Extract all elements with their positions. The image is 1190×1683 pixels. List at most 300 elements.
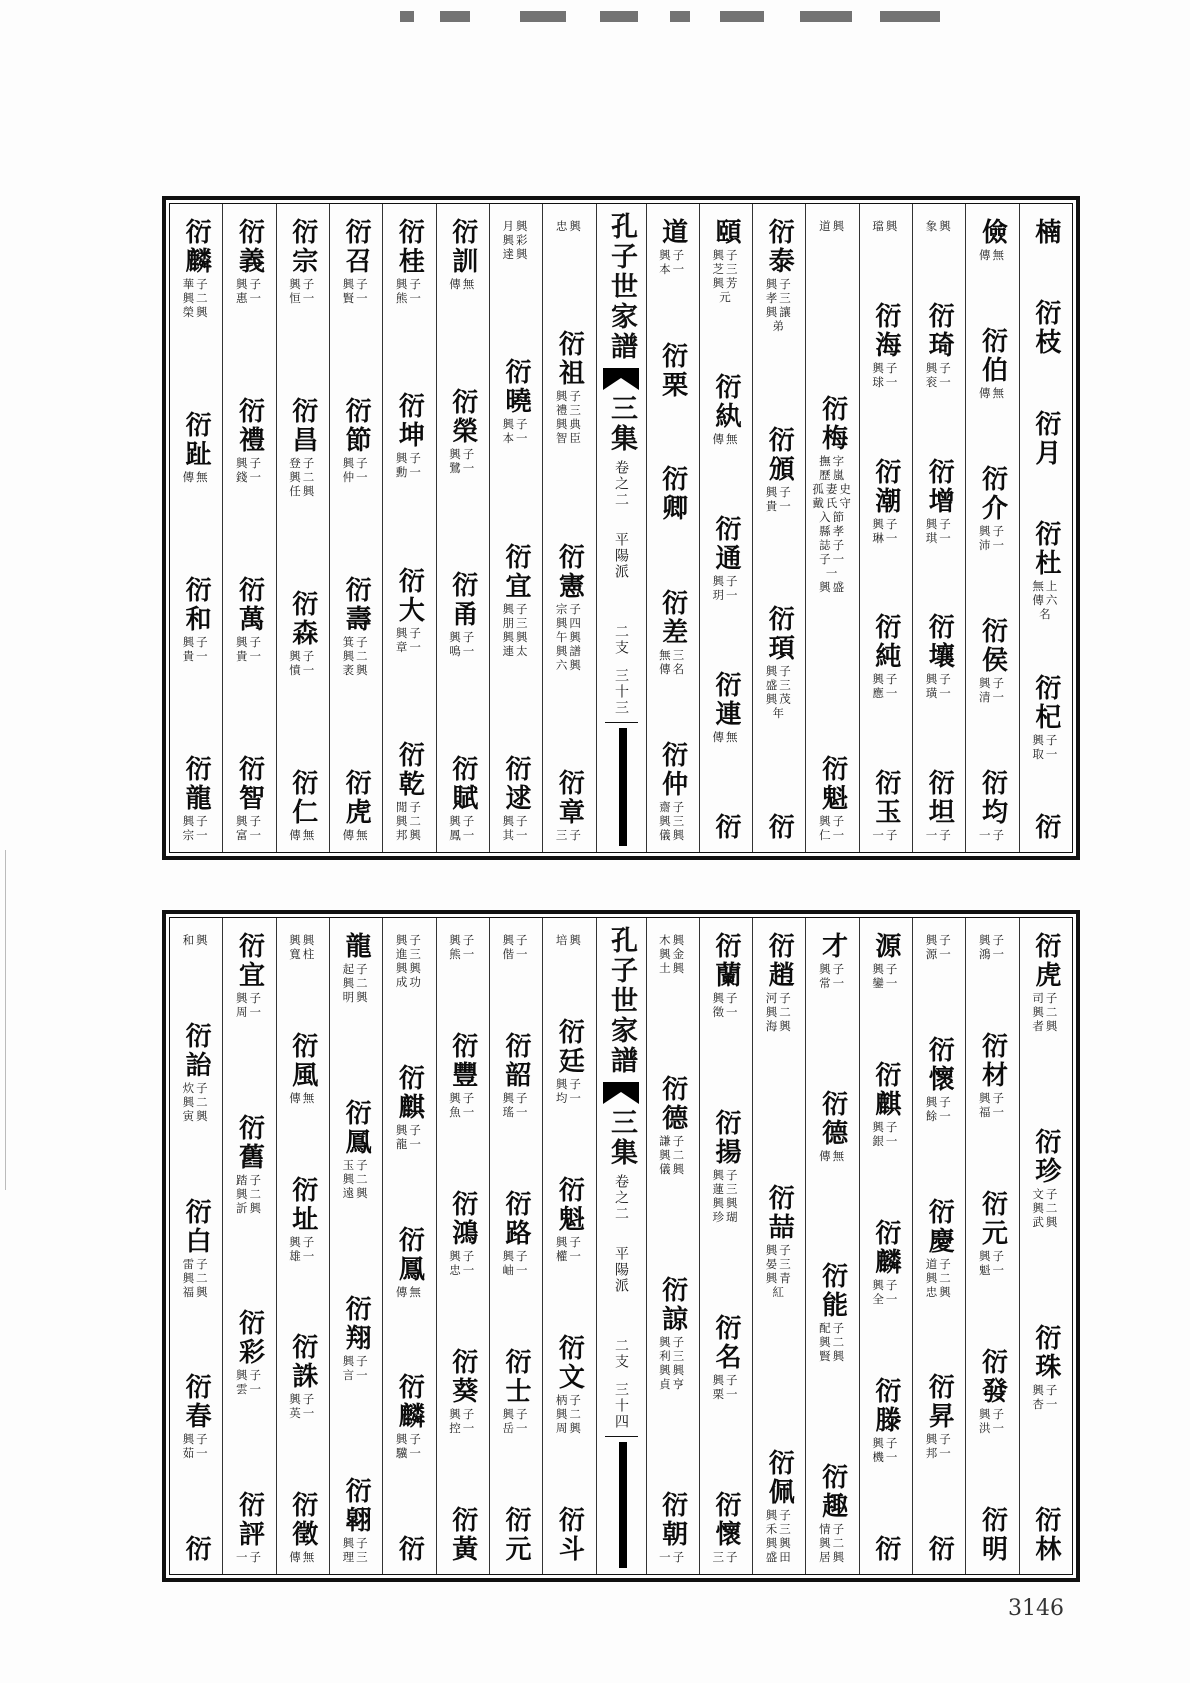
annotation-row: 興子 (819, 962, 847, 976)
annotation-row: 柄子 (555, 1393, 583, 1407)
genealogy-entry (659, 932, 686, 975)
annotation-row: 興子 (872, 1120, 900, 1134)
text-column (805, 204, 858, 852)
annotation-row: 興子 (872, 516, 900, 531)
annotation-row: 傳無 (979, 386, 1007, 400)
person-name: 衍連 (710, 671, 741, 729)
text-column (699, 918, 752, 1574)
annotation-row: 控一 (449, 1421, 477, 1435)
genealogy-entry (554, 1018, 584, 1105)
annotation-row: 蓮三 (712, 1182, 740, 1196)
annotation-row: 周興 (555, 1421, 583, 1435)
annotation (556, 1077, 583, 1105)
genealogy-entry (341, 576, 371, 677)
person-name: 衍壤 (924, 613, 955, 672)
person-name: 衍甬 (447, 571, 478, 630)
genealogy-entry (288, 1491, 318, 1564)
annotation-row: 盛三 (765, 678, 793, 693)
annotation-row: 傳名 (659, 661, 687, 676)
annotation-row: 興譜 (555, 643, 583, 658)
genealogy-entry (501, 543, 531, 658)
annotation-row: 興二 (235, 1186, 263, 1201)
annotation-row: 箕子 (342, 635, 370, 649)
annotation-row: 源一 (925, 947, 953, 961)
annotation-row: 岳一 (502, 1421, 530, 1435)
text-column (170, 204, 222, 852)
annotation (503, 1407, 530, 1435)
genealogy-entry (448, 1032, 478, 1119)
genealogy-entry (978, 327, 1008, 400)
genealogy-entry (658, 589, 688, 676)
annotation (712, 432, 739, 446)
annotation-row: 興三 (659, 814, 687, 828)
person-name: 衍和 (181, 576, 212, 634)
annotation-row: 興金 (659, 947, 687, 961)
genealogy-entry (1031, 218, 1061, 247)
annotation-row: 興子 (449, 446, 477, 461)
annotation-row: 福一 (979, 1105, 1007, 1119)
annotation (343, 962, 370, 1004)
annotation-row: 璫興 (872, 219, 900, 233)
annotation-row: 魁一 (979, 1263, 1007, 1277)
person-name: 衍發 (977, 1348, 1008, 1406)
annotation-row: 沛一 (979, 538, 1007, 552)
annotation-row: 土興 (659, 961, 687, 975)
annotation-row: 一子 (979, 828, 1007, 842)
annotation (659, 933, 686, 975)
genealogy-entry (181, 1198, 211, 1299)
annotation-row: 居興 (819, 1549, 847, 1564)
annotation-row: 鳳一 (449, 827, 477, 842)
text-column (912, 204, 965, 852)
annotation-row: 興二 (659, 1148, 687, 1162)
annotation (183, 1257, 210, 1299)
genealogy-entry (554, 1176, 584, 1263)
annotation-row: 鷺一 (449, 460, 477, 475)
person-name: 衍泰 (764, 218, 795, 276)
person-name: 衍禮 (234, 397, 265, 455)
person-name: 衍廷 (554, 1018, 585, 1076)
annotation-row: 情子 (819, 1521, 847, 1536)
annotation (396, 1123, 423, 1151)
person-name: 衍鳳 (394, 1225, 425, 1284)
spine-info (613, 460, 629, 716)
annotation (812, 454, 853, 594)
annotation-row: 興子 (289, 1392, 317, 1407)
annotation-row: 應一 (872, 686, 900, 701)
annotation-row: 興子 (235, 456, 263, 470)
genealogy-entry (554, 1334, 584, 1435)
genealogy-entry (501, 1190, 531, 1277)
text-column (859, 204, 912, 852)
person-name: 衍葵 (447, 1348, 478, 1406)
text-column (1019, 918, 1072, 1574)
annotation-row: 孤妻史 (812, 481, 853, 496)
annotation-row: 錢一 (235, 470, 263, 484)
spine-rule (605, 722, 638, 723)
annotation-row: 衮一 (925, 374, 953, 389)
annotation-row: 興二 (765, 1005, 793, 1019)
annotation-row: 餘一 (925, 1108, 953, 1123)
person-name: 衍林 (1030, 1506, 1061, 1564)
person-name: 衍元 (501, 1506, 532, 1564)
annotation-row: 興四 (555, 615, 583, 630)
genealogy-entry (818, 1090, 848, 1163)
annotation (766, 485, 793, 513)
genealogy-entry (871, 1535, 901, 1564)
annotation-row: 福興 (182, 1284, 210, 1299)
person-name: 衍通 (710, 515, 741, 573)
annotation-row: 興子 (819, 814, 847, 828)
genealogy-entry (818, 932, 848, 990)
annotation (979, 248, 1006, 262)
annotation-row: 配子 (819, 1321, 847, 1336)
annotation-row: 榮興 (182, 305, 210, 319)
annotation-row: 貴一 (765, 498, 793, 513)
person-name: 衍增 (924, 457, 955, 516)
annotation (979, 386, 1006, 400)
annotation-row: 木興 (659, 933, 687, 947)
annotation-row: 興子 (659, 248, 687, 262)
person-name: 道 (657, 218, 688, 247)
annotation (289, 828, 316, 842)
annotation (819, 814, 846, 842)
person-name: 衍路 (501, 1190, 532, 1248)
annotation (872, 1120, 899, 1148)
genealogy-entry (711, 515, 741, 602)
genealogy-entry (924, 458, 954, 545)
annotation (343, 1536, 370, 1564)
annotation (236, 991, 263, 1019)
text-column (542, 204, 595, 852)
person-name: 衍憲 (554, 542, 585, 601)
person-name: 衍斗 (554, 1506, 585, 1564)
annotation (183, 277, 210, 319)
person-name: 衍虎 (341, 769, 372, 827)
annotation (289, 1392, 316, 1420)
genealogy-entry (556, 932, 583, 947)
annotation-row: 興子 (395, 933, 423, 947)
genealogy-entry (394, 1373, 424, 1460)
annotation-row: 恒一 (289, 291, 317, 305)
annotation (659, 1134, 686, 1176)
person-name: 衍大 (394, 566, 425, 625)
text-column (646, 204, 699, 852)
fishtail-mark-icon (601, 1080, 641, 1106)
annotation (926, 1432, 953, 1460)
genealogy-entry (711, 373, 741, 446)
genealogy-entry (1031, 1128, 1061, 1229)
genealogy-entry (234, 218, 264, 305)
annotation-row: 興芳 (712, 276, 740, 290)
person-name: 衍諒 (657, 1276, 688, 1334)
text-column (489, 204, 542, 852)
annotation-row: 傳無 (289, 828, 317, 842)
annotation-row: 興子 (555, 1077, 583, 1091)
person-name: 衍仁 (287, 769, 318, 827)
person-name: 衍坤 (394, 392, 425, 451)
annotation-row: 龍一 (395, 1136, 423, 1151)
genealogy-entry (818, 1463, 848, 1564)
person-name: 衍春 (181, 1373, 212, 1432)
person-name: 龍 (341, 932, 372, 961)
genealogy-entry (658, 741, 688, 842)
person-name: 衍舊 (234, 1113, 265, 1172)
genealogy-entry (501, 755, 531, 842)
annotation-row: 邦一 (925, 1446, 953, 1461)
annotation-row: 雲一 (235, 1382, 263, 1397)
genealogy-entry (501, 1506, 531, 1564)
annotation (712, 991, 739, 1019)
annotation-row: 興子 (395, 451, 423, 466)
genealogy-entry (554, 330, 584, 445)
person-name: 衍 (924, 1535, 955, 1564)
genealogy-entry (181, 1535, 211, 1564)
person-name: 儉 (977, 218, 1008, 247)
annotation (183, 1081, 210, 1123)
annotation (449, 1407, 476, 1435)
annotation-row: 興子 (1032, 732, 1060, 747)
genealogy-entry (234, 397, 264, 484)
genealogy-entry (924, 613, 954, 700)
person-name: 衍黃 (447, 1506, 478, 1564)
genealogy-entry (556, 218, 583, 233)
annotation-row: 取一 (1032, 746, 1060, 761)
person-name: 衍趙 (764, 932, 795, 990)
annotation-row: 興子 (235, 635, 263, 649)
annotation (183, 814, 210, 842)
annotation-row: 興子 (502, 1249, 530, 1263)
annotation-row: 儀興 (659, 828, 687, 842)
genealogy-entry (183, 932, 210, 947)
genealogy-entry (978, 617, 1008, 704)
annotation (503, 602, 530, 658)
annotation (343, 456, 370, 484)
spine-rule (605, 1436, 638, 1437)
annotation-row: 和興 (182, 933, 210, 947)
annotation-row: 惠一 (235, 291, 263, 305)
annotation (872, 1436, 899, 1464)
annotation-row: 興子 (235, 277, 263, 291)
genealogy-entry (978, 218, 1008, 262)
annotation-row: 熊一 (449, 947, 477, 961)
genealogy-entry (764, 218, 794, 333)
annotation-row: 朋三 (502, 615, 530, 630)
annotation (503, 219, 530, 261)
person-name: 衍評 (234, 1490, 265, 1549)
annotation-row: 興子 (979, 1407, 1007, 1421)
annotation-row: 興子 (502, 1091, 530, 1105)
annotation (979, 524, 1006, 552)
person-name: 衍彩 (234, 1309, 265, 1368)
person-name: 衍杞 (1030, 673, 1061, 732)
text-column (805, 918, 858, 1574)
genealogy-entry (658, 342, 688, 400)
annotation-row: 興子 (502, 813, 530, 828)
annotation-row: 興二 (555, 1407, 583, 1421)
genealogy-entry (341, 932, 371, 1004)
annotation-row: 子一 (819, 551, 847, 566)
annotation-row: 興二 (1032, 1201, 1060, 1215)
annotation-row: 興子 (925, 672, 953, 687)
annotation (819, 1321, 846, 1363)
annotation-row: 儀興 (659, 1162, 687, 1176)
person-name: 衍魁 (817, 755, 848, 813)
person-name: 衍介 (977, 465, 1008, 523)
annotation-row: 興子 (449, 1249, 477, 1263)
person-name: 衍文 (554, 1334, 585, 1392)
person-name: 衍詒 (181, 1021, 212, 1080)
genealogy-entry (1031, 932, 1061, 1033)
genealogy-entry (812, 395, 853, 594)
person-name: 衍杜 (1030, 520, 1061, 579)
annotation-row: 興子 (712, 574, 740, 588)
annotation (819, 962, 846, 990)
annotation-row: 興子 (182, 814, 210, 828)
person-name: 才 (817, 932, 848, 961)
annotation-row: 興子 (872, 1436, 900, 1450)
annotation-row: 興子 (449, 1091, 477, 1105)
annotation (343, 1158, 370, 1200)
annotation (979, 828, 1006, 842)
person-name: 楠 (1030, 218, 1061, 247)
annotation (556, 1235, 583, 1263)
annotation-row: 珍瑚 (712, 1210, 740, 1224)
genealogy-entry (871, 769, 901, 842)
annotation-row: 興子 (502, 933, 530, 947)
annotation-row: 貴一 (235, 649, 263, 663)
annotation (289, 933, 316, 961)
annotation (289, 649, 316, 677)
genealogy-entry (978, 1348, 1008, 1435)
annotation-row: 象興 (925, 219, 953, 233)
annotation (396, 626, 423, 654)
annotation-row: 起子 (342, 962, 370, 976)
genealogy-entry (341, 218, 371, 305)
genealogy-entry (818, 755, 848, 842)
person-name: 衍仲 (657, 741, 688, 799)
annotation (503, 933, 530, 961)
annotation-row: 無上 (1032, 579, 1060, 594)
text-column (1019, 204, 1072, 852)
annotation (1032, 1383, 1059, 1411)
annotation-row: 杏一 (1032, 1397, 1060, 1411)
genealogy-entry (1031, 674, 1061, 761)
genealogy-entry (871, 302, 901, 389)
genealogy-entry (181, 411, 211, 484)
genealogy-entry (448, 755, 478, 842)
person-name: 衍麟 (870, 1219, 901, 1277)
annotation-row: 興子 (182, 635, 210, 649)
annotation-row: 瑤一 (502, 1105, 530, 1119)
person-name: 衍昇 (924, 1373, 955, 1432)
genealogy-entry (394, 1535, 424, 1564)
annotation-row: 興彩 (502, 233, 530, 247)
annotation (449, 814, 476, 842)
annotation-row: 一 (825, 565, 840, 580)
text-column (699, 204, 752, 852)
person-name: 衍紈 (710, 373, 741, 431)
annotation (343, 1354, 370, 1382)
genealogy-entry (234, 1114, 264, 1215)
annotation (766, 664, 793, 720)
annotation (236, 456, 263, 484)
spine-black-bar (619, 728, 627, 846)
annotation-row: 三子 (555, 827, 583, 842)
annotation-row: 傳無 (395, 1284, 423, 1299)
annotation-row: 弟 (772, 319, 787, 333)
annotation-row: 魚一 (449, 1105, 477, 1119)
spine-sub-branch: 二支 (613, 1338, 629, 1370)
annotation-row: 進三 (395, 947, 423, 961)
annotation-row: 傳無 (449, 277, 477, 291)
genealogy-entry (711, 1109, 741, 1224)
genealogy-entry (978, 1506, 1008, 1564)
annotation-row: 賢興 (819, 1349, 847, 1364)
genealogy-entry (234, 932, 264, 1019)
person-name: 衍 (1030, 812, 1061, 842)
annotation (503, 1249, 530, 1277)
genealogy-entry (924, 1198, 954, 1299)
genealogy-entry (341, 1099, 371, 1200)
annotation-row: 興子 (872, 672, 900, 687)
spine-title: 孔子世家譜 (606, 926, 637, 1076)
person-name: 衍智 (234, 755, 265, 813)
annotation (979, 1407, 1006, 1435)
annotation-row: 利三 (659, 1349, 687, 1363)
annotation (926, 361, 953, 389)
text-column (965, 918, 1018, 1574)
text-column (276, 204, 329, 852)
person-name: 衍趾 (181, 411, 212, 469)
genealogy-entry (501, 1348, 531, 1435)
annotation-row: 富一 (235, 828, 263, 842)
annotation (1032, 579, 1059, 621)
text-column (329, 918, 382, 1574)
annotation (396, 277, 423, 305)
person-name: 衍潮 (870, 457, 901, 516)
annotation-row: 邦興 (395, 827, 423, 842)
annotation (659, 1550, 686, 1564)
annotation-row: 興子 (342, 456, 370, 470)
genealogy-entry (181, 755, 211, 842)
person-name: 衍月 (1030, 409, 1061, 468)
person-name: 衍栗 (657, 341, 688, 400)
person-name: 衍壽 (341, 576, 372, 634)
genealogy-entry (448, 1190, 478, 1277)
annotation-row: 興子 (395, 277, 423, 291)
annotation-row: 宗一 (182, 828, 210, 842)
genealogy-entry (288, 1333, 318, 1420)
spine-branch: 平陽派 (613, 532, 629, 580)
annotation-row: 偕一 (502, 947, 530, 961)
annotation-row: 興子 (712, 1373, 740, 1387)
annotation (712, 1373, 739, 1401)
annotation-row: 興子 (765, 277, 793, 291)
annotation (503, 1091, 530, 1119)
genealogy-panel-bottom (162, 910, 1080, 1582)
person-name: 衍節 (341, 397, 372, 455)
annotation-row: 忠興 (925, 1284, 953, 1299)
text-column (912, 918, 965, 1574)
person-name: 衍豐 (447, 1032, 478, 1090)
annotation-row: 訢興 (235, 1200, 263, 1215)
annotation (979, 1091, 1006, 1119)
annotation-row: 忠興 (555, 219, 583, 233)
annotation (926, 517, 953, 545)
text-column (329, 204, 382, 852)
annotation-row: 章一 (395, 639, 423, 654)
